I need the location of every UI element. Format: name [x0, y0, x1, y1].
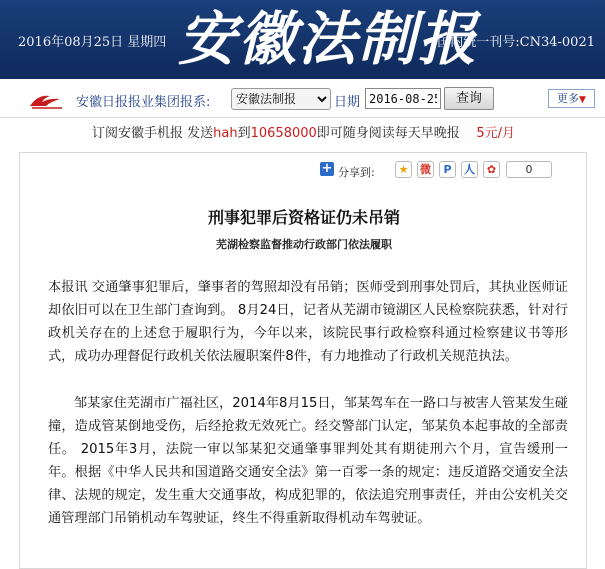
article-body — [48, 276, 568, 554]
plus-icon[interactable]: + — [321, 161, 333, 176]
subscribe-banner[interactable] — [20, 119, 587, 149]
group-label: 安徽日报报业集团报系: — [76, 95, 211, 110]
share-bar — [320, 161, 578, 181]
subscribe-prefix: 订阅安徽手机报 发送 — [92, 126, 214, 141]
article-paragraph: 本报讯 交通肇事犯罪后，肇事者的驾照却没有吊销；医师受到刑事处罚后，其执业医师证却依旧可以在卫生部门查询到。 8月24日，记者从芜湖市镜湖区人民检察院获悉，针对行政机关存在的上述怠于履职行为，今年以来，该院民事行政检察科通过检察建议书等形式，成功办理督促行政机关依法履职案件8件，有力地推动了行政机关规范执法。 — [48, 280, 568, 364]
date-label: 日期 — [334, 95, 361, 110]
share-label: 分享到: — [338, 166, 375, 179]
more-label: 更多 — [557, 92, 580, 105]
subscribe-code: hah — [213, 126, 238, 141]
nav-bar — [0, 80, 605, 118]
pengyou-icon[interactable]: P — [439, 161, 456, 178]
subscribe-suffix: 即可随身阅读每天早晚报 — [316, 126, 460, 141]
subscribe-number: 10658000 — [250, 126, 317, 141]
group-logo-icon[interactable] — [28, 90, 64, 110]
date-input[interactable] — [365, 88, 441, 109]
weibo-icon[interactable]: 微 — [417, 161, 434, 178]
qzone-icon[interactable]: ★ — [395, 161, 412, 178]
cn-number: 国内统一刊号:CN34-0021 — [437, 35, 595, 50]
article-title: 刑事犯罪后资格证仍未吊销 — [207, 208, 400, 227]
share-count: 0 — [506, 161, 552, 178]
article-subtitle: 芜湖检察监督推动行政部门依法履职 — [216, 238, 392, 251]
masthead — [0, 0, 605, 79]
paper-select[interactable] — [231, 88, 331, 110]
dropdown-arrow-icon: ▼ — [579, 95, 586, 105]
article-panel — [19, 152, 587, 569]
search-button[interactable]: 查询 — [444, 87, 494, 110]
newspaper-logo[interactable]: 安徽法制报 — [178, 5, 479, 73]
issue-date: 2016年08月25日 星期四 — [18, 35, 167, 50]
article-paragraph: 邹某家住芜湖市广福社区，2014年8月15日，邹某驾车在一路口与被害人管某发生碰撞，造成管某倒地受伤，后经抢救无效死亡。经交警部门认定，邹某负本起事故的全部责任。 2015年3月，法院一审以邹某犯交通肇事罪判处其有期徒刑六个月，宣告缓刑一年。根据《中华人民共和国道路交通安全法》第一百零一条的规定：违反道路交通安全法律、法规的规定，发生重大交通事故，构成犯罪的，依法追究刑事责任，并由公安机关交通管理部门吊销机动车驾驶证，终生不得重新取得机动车驾驶证。 — [48, 396, 568, 526]
kaixin-icon[interactable]: ✿ — [483, 161, 500, 178]
subscribe-to: 到 — [237, 126, 251, 141]
renren-icon[interactable]: 人 — [461, 161, 478, 178]
more-button[interactable] — [548, 89, 595, 108]
subscribe-price: 5元/月 — [476, 126, 515, 141]
